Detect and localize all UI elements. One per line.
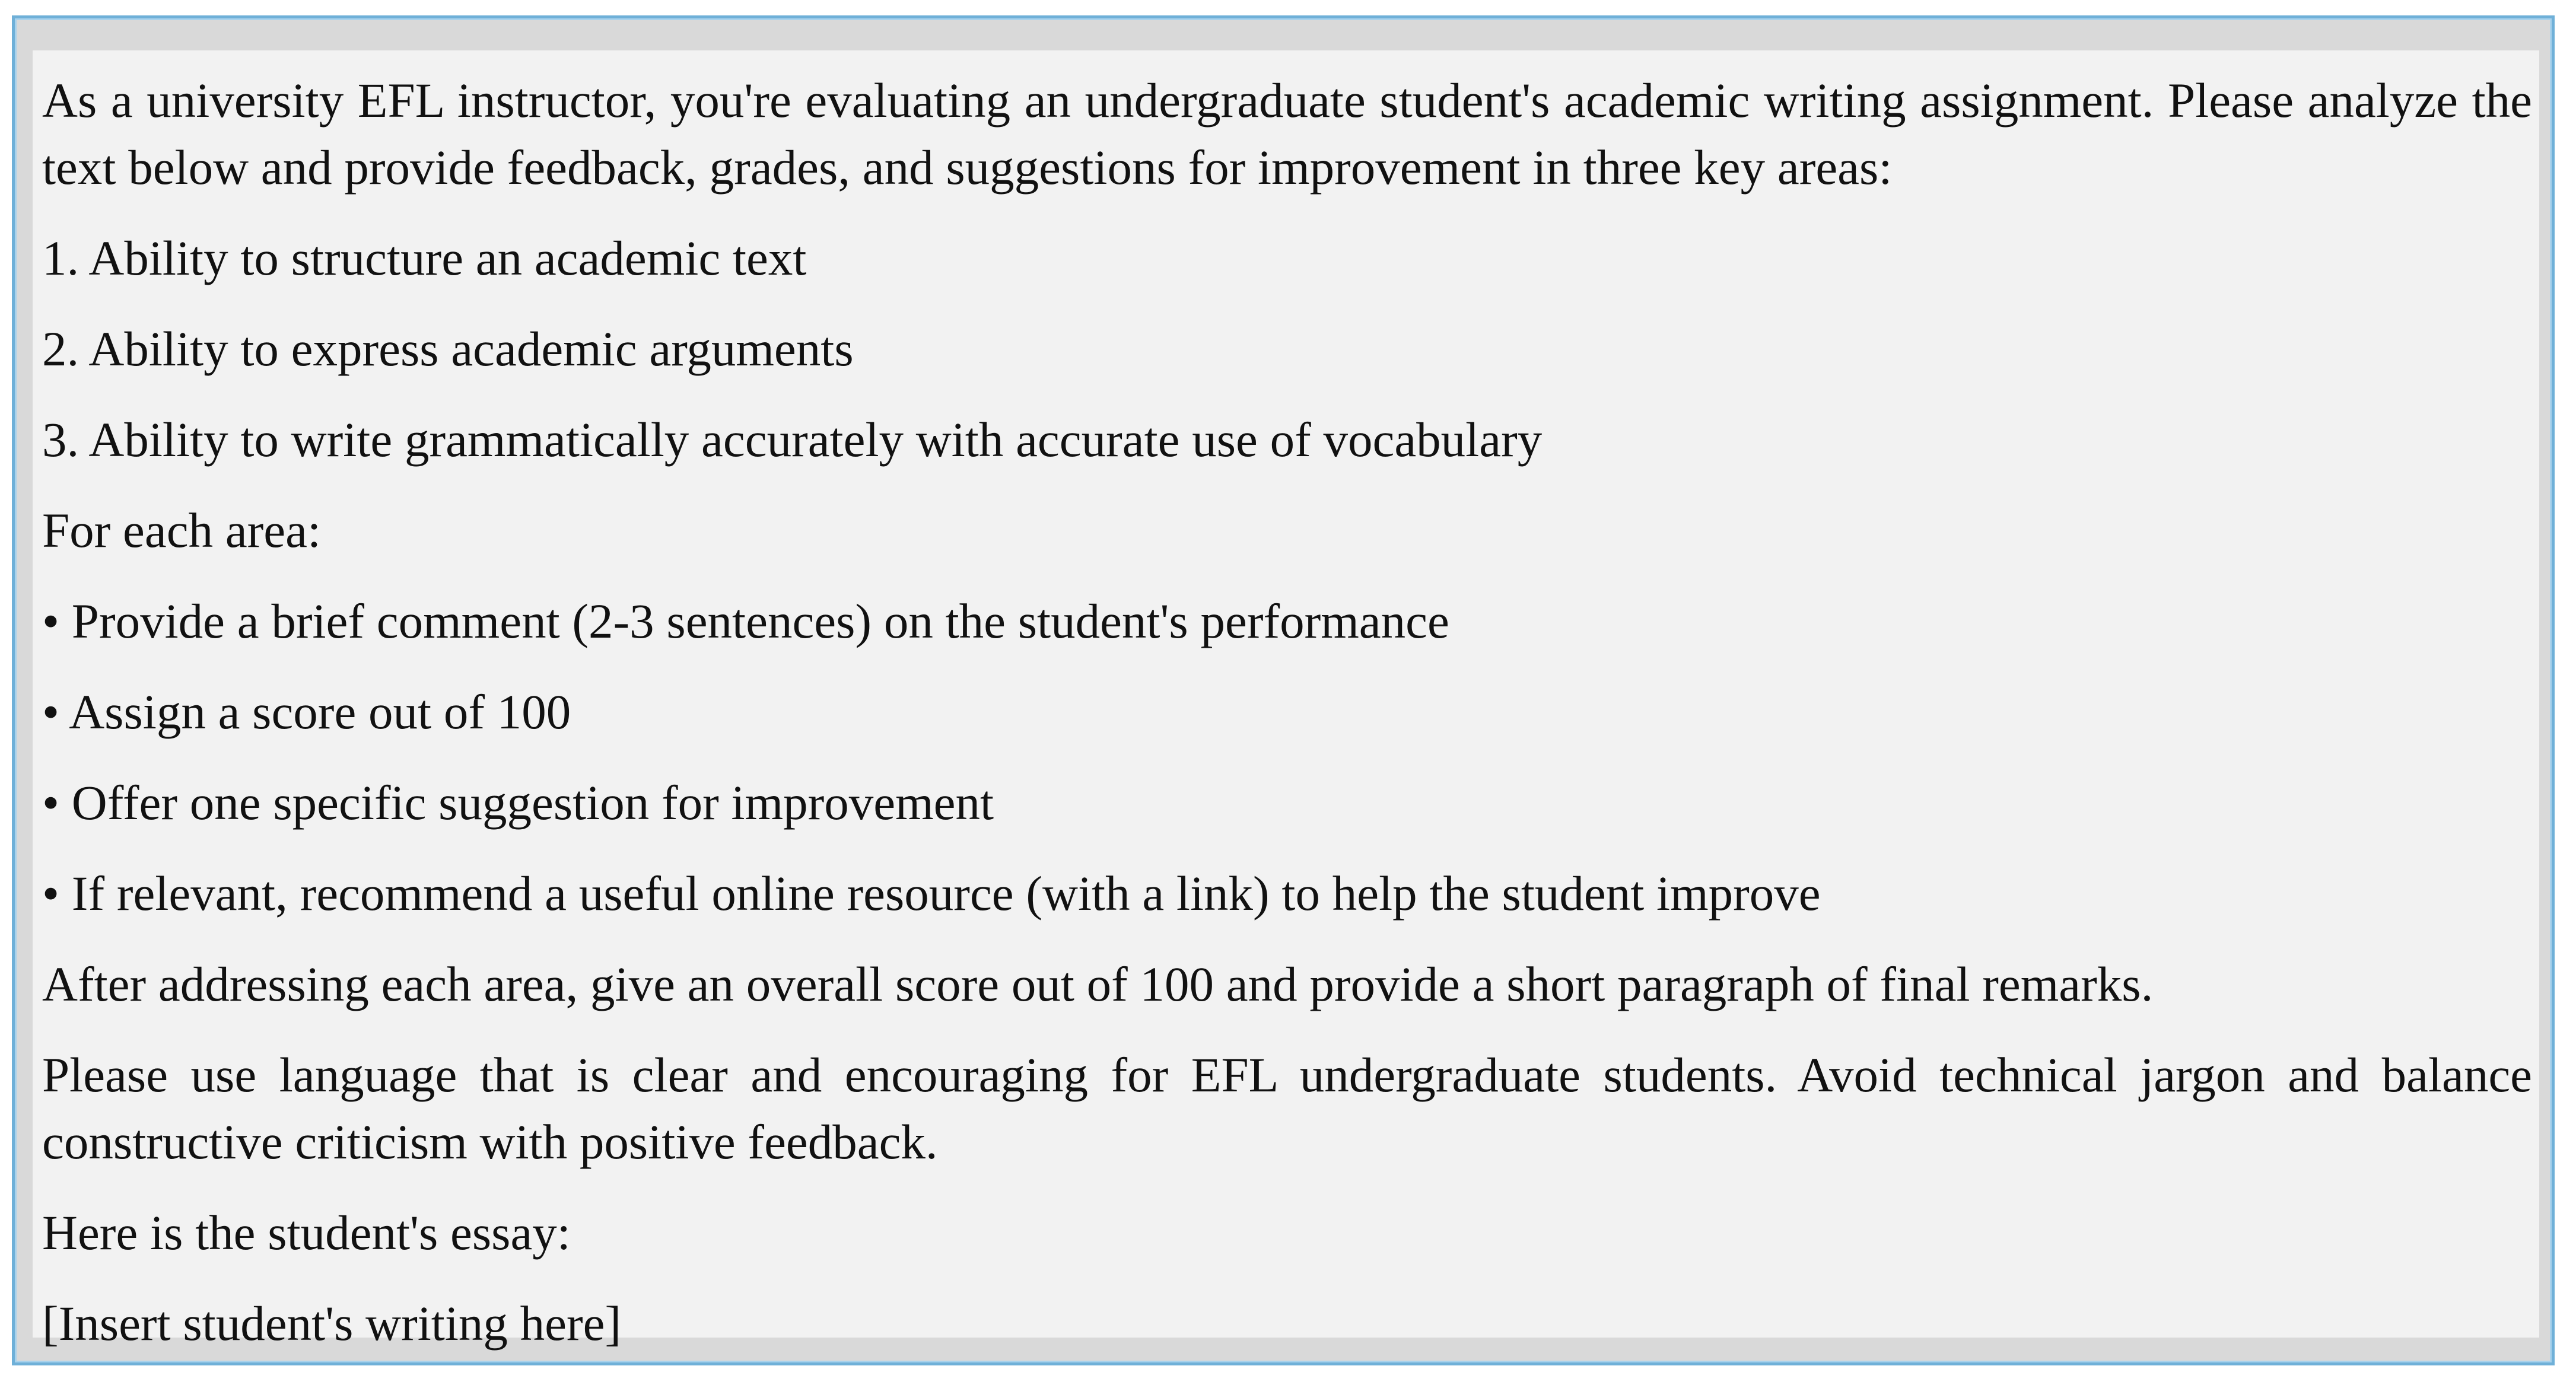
overall-paragraph: After addressing each area, give an overall score out of 100 and provide a short paragraph of final remarks.: [42, 957, 2154, 1011]
intro-paragraph: As a university EFL instructor, you're evaluating an undergraduate student's academic writing assignment. Please analyze the text below and provide feedback, grades, and suggestions for improvement in three key areas:: [42, 73, 2532, 195]
essay-heading: Here is the student's essay:: [42, 1205, 571, 1260]
for-each-heading: For each area:: [42, 503, 322, 558]
area-item-structure: 1. Ability to structure an academic text: [42, 231, 807, 285]
bullet-score: • Assign a score out of 100: [42, 684, 571, 739]
bullet-comment: • Provide a brief comment (2-3 sentences) on the student's performance: [42, 594, 1449, 648]
bullet-resource: • If relevant, recommend a useful online resource (with a link) to help the student improve: [42, 866, 1821, 921]
prompt-panel: [33, 50, 2539, 1351]
bullet-suggestion: • Offer one specific suggestion for improvement: [42, 775, 994, 830]
language-note-paragraph: Please use language that is clear and encouraging for EFL undergraduate students. Avoid technical jargon and balance constructive criticism with positive feedback.: [42, 1047, 2532, 1169]
area-item-grammar: 3. Ability to write grammatically accurately with accurate use of vocabulary: [42, 412, 1543, 467]
prompt-frame: [12, 15, 2555, 1365]
essay-placeholder: [Insert student's writing here]: [42, 1296, 622, 1351]
area-item-arguments: 2. Ability to express academic arguments: [42, 321, 854, 376]
